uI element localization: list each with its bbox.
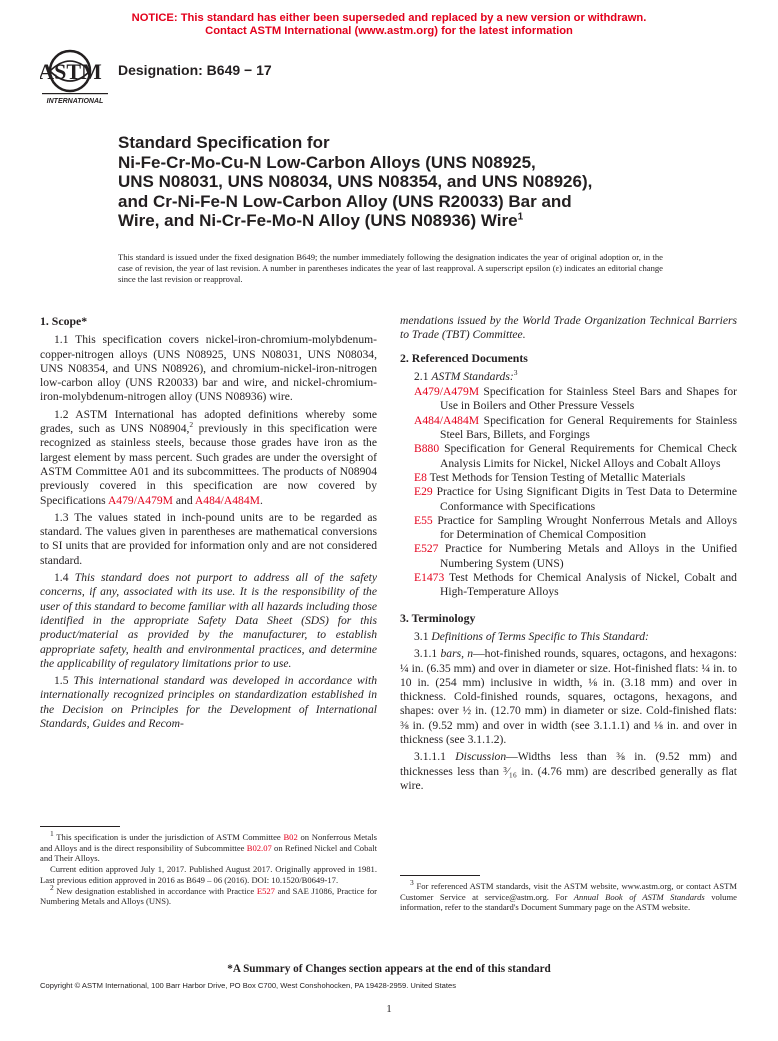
notice-line-2: Contact ASTM International (www.astm.org) for the latest information <box>205 25 573 37</box>
ref-item[interactable]: E1473 Test Methods for Chemical Analysis of Nickel, Cobalt and High-Temperature Alloys <box>414 571 737 599</box>
link-b02-07[interactable]: B02.07 <box>246 842 272 853</box>
title-line-1: Standard Specification for <box>118 133 330 152</box>
footnote-2-mark[interactable]: 2 <box>189 420 194 430</box>
scope-1-1: 1.1 This specification covers nickel-iron-chromium-molybdenum-copper-nitrogen alloys (UNS N08925, UNS N08031, UNS N08034, UNS N08354, and UNS N08926), and chromium-nickel-iron-nitrogen low-carbon alloy (UNS R20033) bar and wire, and nickel-chromium-iron-molybdenum-nitrogen alloy (UNS N08936) wire. <box>40 333 377 404</box>
scope-1-2: 1.2 ASTM International has adopted definitions whereby some grades, such as UNS N08904,$^2$ previously in this specification were recognized as stainless steels, because those grades have iron as the largest element by mass percent. Such grades are under the oversight of ASTM Committee A01 and its subcommittees. The products of N08904 previously covered in this specification are now covered by Specifications A479/A479M and A484/A484M. <box>40 407 378 507</box>
ref-item[interactable]: E29 Practice for Using Significant Digits in Test Data to Determine Conformance with Specifications <box>414 485 737 513</box>
term-3-1-1: 3.1.1 bars, n—hot-finished rounds, squares, octagons, and hexagons: ¼ in. (6.35 mm) and over in diameter or size. Hot-finished flats: ¼ in. to 10 in. (254 mm) inclusive in width, ⅛ in. (3.18 mm) and over in thickness. Cold-finished rounds, squares, octagons, hexagons, and shapes: over ½ in. (12.70 mm) in diameter or size. Cold-finished flats: ⅜ in. (9.52 mm) and over in width (see 3.1.1.1) and ⅛ in. and over in thickness (see 3.1.1.2). <box>400 647 738 747</box>
title-line-4: and Cr-Ni-Fe-N Low-Carbon Alloy (UNS R20033) Bar and <box>118 191 572 211</box>
term-3-1: 3.1 Definitions of Terms Specific to This Standard: <box>414 629 649 643</box>
title-line-3: UNS N08031, UNS N08034, UNS N08354, and UNS N08926), <box>118 172 593 191</box>
footnote-rule-left <box>40 826 120 827</box>
terminology-heading: 3. Terminology <box>400 610 476 625</box>
link-a484[interactable]: A484/A484M <box>194 493 260 507</box>
svg-text:ASTM: ASTM <box>40 59 102 84</box>
ref-item[interactable]: A484/A484M Specification for General Requirements for Stainless Steel Bars, Billets, and Forgings <box>414 413 737 442</box>
scope-heading: 1. Scope* <box>40 314 88 328</box>
footnote-3-mark[interactable]: 3 <box>513 368 518 378</box>
referenced-2-1: 2.1 ASTM Standards:$^3$ <box>414 368 518 383</box>
left-column <box>40 314 377 734</box>
copyright: Copyright © ASTM International, 100 Barr Harbor Drive, PO Box C700, West Conshohocken, PA 19428-2959. United States <box>40 981 457 990</box>
link-b02[interactable]: B02 <box>283 832 298 842</box>
document-title <box>118 133 718 231</box>
footnote-3: $^3$ For referenced ASTM standards, visit the ASTM website, www.astm.org, or contact ASTM Customer Service at service@astm.org. For Annual Book of ASTM Standards volume information, refer to the standard's Document Summary page on the ASTM website. <box>400 878 737 913</box>
scope-1-3: 1.3 The values stated in inch-pound units are to be regarded as standard. The values given in parentheses are mathematical conversions to SI units that are provided for information only and are not considered standard. <box>40 510 377 567</box>
withdrawn-notice <box>0 12 778 38</box>
notice-line-1: NOTICE: This standard has either been superseded and replaced by a new version or withdrawn. <box>131 12 647 24</box>
referenced-list <box>400 385 737 599</box>
right-column <box>400 314 737 796</box>
summary-note: *A Summary of Changes section appears at the end of this standard <box>227 963 551 975</box>
ref-item[interactable]: B880 Specification for General Requirements for Chemical Check Analysis Limits for Nickel, Nickel Alloys and Cobalt Alloys <box>414 442 737 470</box>
title-line-2: Ni-Fe-Cr-Mo-Cu-N Low-Carbon Alloys (UNS N08925, <box>118 152 536 172</box>
referenced-heading: 2. Referenced Documents <box>400 350 528 365</box>
footnote-1: $^1$ This specification is under the jurisdiction of ASTM Committee B02 on Nonferrous Metals and Alloys and is the direct responsibility of Subcommittee B02.07 on Refined Nickel and Cobalt and Their Alloys. <box>40 829 377 864</box>
scope-1-4: 1.4 This standard does not purport to address all of the safety concerns, if any, associated with its use. It is the responsibility of the user of this standard to become familiar with all hazards including those identified in the appropriate Safety Data Sheet (SDS) for this product/material as provided by the manufacturer, to establish appropriate safety, health and environmental practices, and determine the applicability of regulatory limitations prior to use. <box>40 571 377 670</box>
astm-logo-icon <box>40 47 112 105</box>
page-number: 1 <box>386 1003 392 1015</box>
footnote-2: $^2$ New designation established in accordance with Practice E527 and SAE J1086, Practice for Numbering Metals and Alloys (UNS). <box>40 882 377 907</box>
scope-1-5: 1.5 This international standard was developed in accordance with internationally recognized principles on standardization established in the Decision on Principles for the Development of International Standards, Guides and Recom- <box>40 674 377 731</box>
ref-item[interactable]: E527 Practice for Numbering Metals and Alloys in the Unified Numbering System (UNS) <box>414 542 737 570</box>
footnote-1-edition: Current edition approved July 1, 2017. Published August 2017. Originally approved in 1981. Last previous edition approved in 2016 as B649 – 06 (2016). DOI: 10.1520/B0649-17. <box>40 864 377 885</box>
link-e527-fn[interactable]: E527 <box>256 885 275 896</box>
link-a479[interactable]: A479/A479M <box>107 493 173 507</box>
ref-item[interactable]: A479/A479M Specification for Stainless Steel Bars and Shapes for Use in Boilers and Other Pressure Vessels <box>414 385 737 413</box>
designation: Designation: B649 − 17 <box>118 62 272 78</box>
logo-text: INTERNATIONAL <box>46 98 104 105</box>
issued-note: This standard is issued under the fixed designation B649; the number immediately following the designation indicates the year of original adoption or, in the case of revision, the year of last revision. A number in parentheses indicates the year of last reapproval. A superscript epsilon (ε) indicates an editorial change since the last revision or reapproval. <box>118 252 663 285</box>
footnote-rule-right <box>400 875 480 876</box>
title-line-5: Wire, and Ni-Cr-Fe-Mo-N Alloy (UNS N08936) Wire$^1$ <box>118 211 524 230</box>
ref-item[interactable]: E8 Test Methods for Tension Testing of Metallic Materials <box>414 470 686 484</box>
scope-1-5-continued: mendations issued by the World Trade Organization Technical Barriers to Trade (TBT) Committee. <box>400 314 737 342</box>
ref-item[interactable]: E55 Practice for Sampling Wrought Nonferrous Metals and Alloys for Determination of Chemical Composition <box>414 513 737 542</box>
footnotes-left <box>40 829 377 907</box>
term-3-1-1-1: 3.1.1.1 Discussion—Widths less than ⅜ in. (9.52 mm) and thicknesses less than ³⁄₁₆ in. (4.76 mm) are described generally as flat wire. <box>400 750 737 792</box>
title-footnote-mark[interactable]: 1 <box>517 211 524 223</box>
